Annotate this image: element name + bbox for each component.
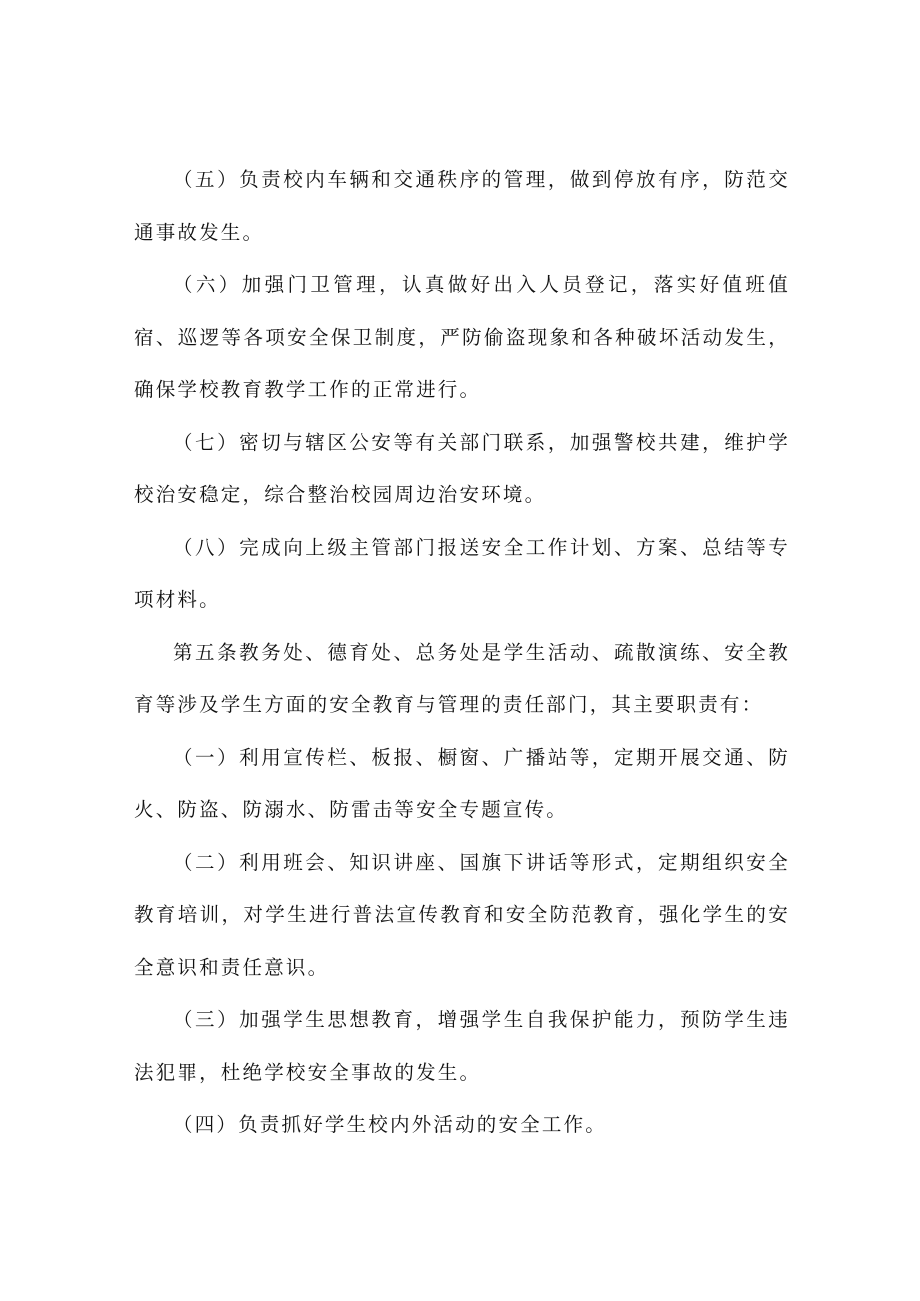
paragraph-item-5: （五）负责校内车辆和交通秩序的管理，做到停放有序，防范交通事故发生。: [134, 168, 790, 244]
paragraph-item-6: （六）加强门卫管理，认真做好出入人员登记，落实好值班值宿、巡逻等各项安全保卫制度，严防偷盗现象和各种破坏活动发生，确保学校教育教学工作的正常进行。: [134, 273, 790, 401]
paragraph-item-8: （八）完成向上级主管部门报送安全工作计划、方案、总结等专项材料。: [134, 535, 790, 611]
paragraph-item-1: （一）利用宣传栏、板报、橱窗、广播站等，定期开展交通、防火、防盗、防溺水、防雷击等安全专题宣传。: [134, 745, 790, 821]
paragraph-item-3: （三）加强学生思想教育，增强学生自我保护能力，预防学生违法犯罪，杜绝学校安全事故的发生。: [134, 1008, 790, 1084]
paragraph-item-4: （四）负责抓好学生校内外活动的安全工作。: [173, 1113, 608, 1136]
paragraph-item-2: （二）利用班会、知识讲座、国旗下讲话等形式，定期组织安全教育培训，对学生进行普法宣传教育和安全防范教育，强化学生的安全意识和责任意识。: [134, 850, 790, 979]
document-body: [134, 154, 790, 1152]
paragraph-item-7: （七）密切与辖区公安等有关部门联系，加强警校共建，维护学校治安稳定，综合整治校园周边治安环境。: [134, 430, 790, 506]
paragraph-article-5: 第五条教务处、德育处、总务处是学生活动、疏散演练、安全教育等涉及学生方面的安全教育与管理的责任部门，其主要职责有：: [134, 640, 790, 716]
